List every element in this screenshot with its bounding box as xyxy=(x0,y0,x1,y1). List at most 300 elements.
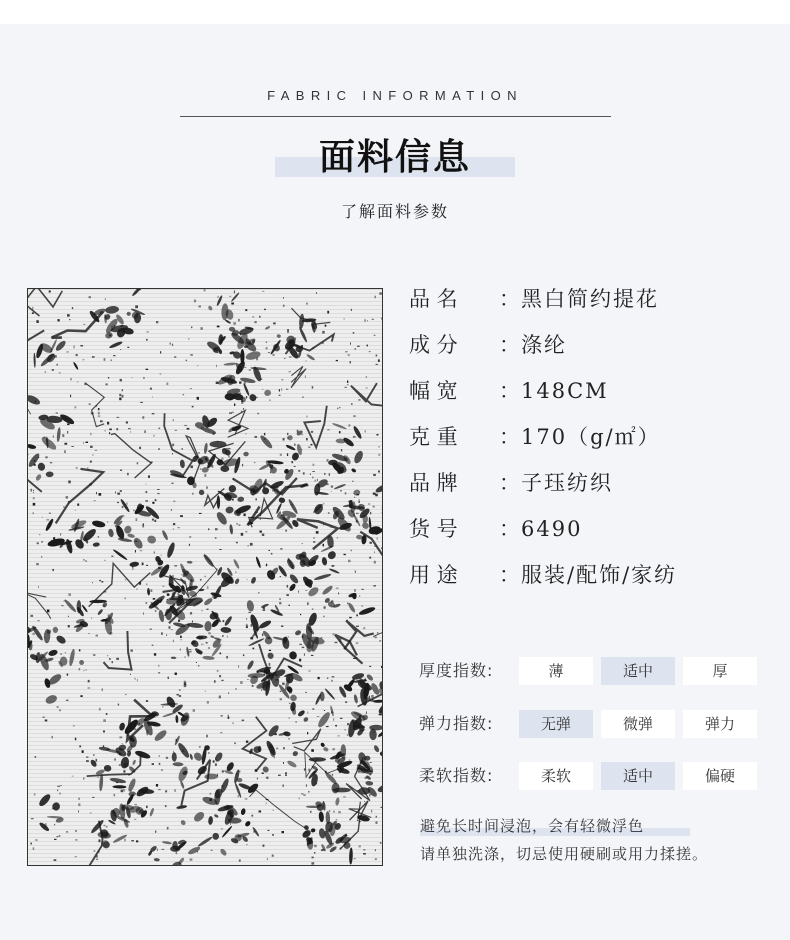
pattern-speck xyxy=(309,769,310,772)
pattern-speck xyxy=(144,430,145,433)
pattern-speck xyxy=(251,815,253,817)
pattern-speck xyxy=(378,359,380,362)
pattern-speck xyxy=(136,840,138,842)
pattern-speck xyxy=(376,816,377,818)
pattern-speck xyxy=(160,575,161,577)
scale-label: 厚度指数: xyxy=(419,661,494,680)
pattern-speck xyxy=(139,582,141,585)
pattern-speck xyxy=(105,298,106,300)
pattern-speck xyxy=(66,700,68,701)
pattern-speck xyxy=(65,652,66,653)
pattern-speck xyxy=(259,811,262,813)
pattern-speck xyxy=(122,743,123,744)
pattern-speck xyxy=(317,479,318,481)
pattern-speck xyxy=(155,610,157,611)
pattern-speck xyxy=(120,470,122,472)
pattern-speck xyxy=(42,717,45,718)
pattern-speck xyxy=(373,585,376,587)
pattern-speck xyxy=(90,813,92,814)
pattern-speck xyxy=(89,404,91,405)
pattern-speck xyxy=(83,324,85,325)
pattern-speck xyxy=(158,672,160,673)
pattern-speck xyxy=(77,504,79,506)
pattern-speck xyxy=(312,708,314,710)
pattern-speck xyxy=(266,342,267,344)
pattern-speck xyxy=(246,741,248,743)
pattern-speck xyxy=(314,845,317,848)
pattern-speck xyxy=(263,607,265,609)
pattern-speck xyxy=(257,413,259,415)
pattern-speck xyxy=(152,396,153,397)
pattern-speck xyxy=(217,670,219,672)
pattern-speck xyxy=(146,602,148,604)
pattern-speck xyxy=(339,407,340,408)
pattern-speck xyxy=(331,600,334,602)
pattern-speck xyxy=(271,553,273,555)
pattern-speck xyxy=(315,329,316,331)
pattern-speck xyxy=(68,625,70,627)
pattern-speck xyxy=(264,674,265,676)
pattern-speck xyxy=(353,332,355,333)
pattern-speck xyxy=(126,734,128,736)
pattern-speck xyxy=(308,447,310,449)
pattern-speck xyxy=(152,519,154,521)
pattern-speck xyxy=(154,520,156,522)
pattern-speck xyxy=(248,546,249,547)
pattern-speck xyxy=(188,338,189,339)
care-text: 避免长时间浸泡，会有轻微浮色 xyxy=(420,817,645,835)
pattern-speck xyxy=(332,676,335,677)
pattern-speck xyxy=(170,343,171,345)
pattern-speck xyxy=(208,647,210,649)
pattern-speck xyxy=(376,364,379,365)
pattern-speck xyxy=(111,360,112,361)
pattern-speck xyxy=(219,675,221,677)
pattern-speck xyxy=(105,619,107,622)
pattern-speck xyxy=(70,395,71,398)
pattern-leaf xyxy=(53,627,58,633)
pattern-speck xyxy=(198,452,200,454)
scale-label: 弹力指数: xyxy=(419,714,494,733)
pattern-speck xyxy=(299,798,300,800)
pattern-speck xyxy=(336,825,338,827)
pattern-speck xyxy=(189,649,191,650)
pattern-speck xyxy=(283,297,284,299)
pattern-speck xyxy=(281,626,283,627)
pattern-speck xyxy=(267,858,268,860)
pattern-speck xyxy=(327,678,328,679)
pattern-speck xyxy=(375,859,377,860)
pattern-speck xyxy=(359,499,360,501)
pattern-speck xyxy=(72,307,73,309)
pattern-speck xyxy=(254,462,256,463)
pattern-speck xyxy=(127,347,129,348)
pattern-speck xyxy=(302,397,304,398)
pattern-speck xyxy=(287,453,288,456)
pattern-speck xyxy=(57,364,58,366)
pattern-speck xyxy=(156,784,158,787)
pattern-speck xyxy=(266,803,267,805)
pattern-speck xyxy=(282,831,285,833)
pattern-speck xyxy=(152,502,154,504)
pattern-speck xyxy=(57,786,59,787)
pattern-speck xyxy=(323,616,324,617)
pattern-speck xyxy=(128,428,131,429)
pattern-speck xyxy=(370,762,372,763)
pattern-speck xyxy=(260,518,261,520)
pattern-speck xyxy=(355,571,356,573)
pattern-speck xyxy=(308,791,310,793)
pattern-speck xyxy=(155,831,156,833)
pattern-speck xyxy=(39,534,40,535)
pattern-speck xyxy=(146,700,148,702)
pattern-speck xyxy=(35,400,36,402)
pattern-speck xyxy=(116,782,118,783)
pattern-speck xyxy=(266,564,267,567)
pattern-speck xyxy=(50,462,52,463)
pattern-speck xyxy=(269,400,270,401)
pattern-speck xyxy=(233,322,236,325)
pattern-speck xyxy=(345,701,347,703)
pattern-speck xyxy=(67,423,69,425)
pattern-speck xyxy=(283,784,284,787)
pattern-speck xyxy=(68,593,71,596)
pattern-speck xyxy=(356,643,359,644)
pattern-speck xyxy=(279,602,281,604)
pattern-speck xyxy=(219,460,220,462)
pattern-speck xyxy=(34,793,36,795)
pattern-speck xyxy=(301,434,303,436)
pattern-speck xyxy=(88,680,90,683)
pattern-speck xyxy=(52,369,54,371)
pattern-speck xyxy=(347,603,348,605)
spec-label: 成 分 xyxy=(409,333,458,357)
pattern-speck xyxy=(331,823,334,824)
pattern-speck xyxy=(138,723,139,725)
pattern-speck xyxy=(183,394,185,395)
pattern-speck xyxy=(105,430,106,432)
pattern-speck xyxy=(376,355,378,357)
pattern-speck xyxy=(313,541,315,543)
care-line xyxy=(420,842,708,870)
pattern-speck xyxy=(357,346,360,347)
pattern-speck xyxy=(333,748,335,750)
pattern-speck xyxy=(190,859,193,861)
pattern-speck xyxy=(373,474,376,476)
pattern-speck xyxy=(247,579,248,580)
pattern-speck xyxy=(364,679,366,681)
pattern-speck xyxy=(370,512,371,515)
pattern-speck xyxy=(345,835,348,837)
pattern-speck xyxy=(195,457,196,459)
pattern-speck xyxy=(127,473,129,476)
pattern-speck xyxy=(362,787,364,788)
pattern-speck xyxy=(177,694,179,695)
pattern-speck xyxy=(238,319,240,322)
pattern-speck xyxy=(274,733,277,735)
pattern-speck xyxy=(185,601,186,604)
pattern-speck xyxy=(380,842,382,843)
pattern-speck xyxy=(37,620,40,621)
pattern-speck xyxy=(174,608,176,611)
pattern-speck xyxy=(96,859,98,860)
pattern-speck xyxy=(173,501,175,503)
pattern-speck xyxy=(131,377,132,378)
pattern-speck xyxy=(274,756,275,759)
pattern-speck xyxy=(375,296,376,299)
pattern-speck xyxy=(337,408,338,409)
pattern-speck xyxy=(153,598,156,600)
pattern-speck xyxy=(96,855,98,858)
pattern-speck xyxy=(368,503,370,504)
pattern-speck xyxy=(182,448,183,450)
pattern-speck xyxy=(311,431,313,433)
pattern-speck xyxy=(92,356,95,358)
pattern-speck xyxy=(363,522,364,523)
pattern-speck xyxy=(337,735,340,736)
pattern-speck xyxy=(180,636,182,638)
pattern-speck xyxy=(219,590,220,592)
pattern-speck xyxy=(289,718,291,719)
pattern-speck xyxy=(54,839,57,840)
pattern-speck xyxy=(104,591,107,592)
pattern-speck xyxy=(98,416,100,417)
spec-row-composition xyxy=(409,328,677,374)
pattern-speck xyxy=(159,755,160,756)
pattern-speck xyxy=(279,389,280,391)
pattern-speck xyxy=(304,653,305,655)
pattern-speck xyxy=(143,612,144,615)
pattern-speck xyxy=(256,499,257,501)
pattern-speck xyxy=(216,350,217,353)
pattern-speck xyxy=(152,413,155,414)
pattern-speck xyxy=(356,626,359,627)
pattern-speck xyxy=(215,758,216,760)
pattern-speck xyxy=(270,468,273,469)
pattern-speck xyxy=(323,544,324,547)
pattern-speck xyxy=(168,677,170,679)
care-text: 请单独洗涤，切忌使用硬刷或用力揉搓。 xyxy=(420,845,709,863)
pattern-speck xyxy=(109,429,112,431)
spec-colon: ： xyxy=(499,563,520,587)
pattern-speck xyxy=(111,326,112,327)
pattern-speck xyxy=(262,389,263,390)
pattern-speck xyxy=(77,381,78,382)
pattern-speck xyxy=(45,720,48,722)
pattern-speck xyxy=(322,803,323,805)
pattern-speck xyxy=(125,694,127,695)
pattern-speck xyxy=(245,433,246,434)
pattern-speck xyxy=(228,455,230,457)
pattern-speck xyxy=(56,412,58,414)
pattern-speck xyxy=(362,589,364,590)
pattern-speck xyxy=(200,327,203,330)
pattern-speck xyxy=(255,512,258,513)
pattern-speck xyxy=(154,653,156,656)
spec-row-name xyxy=(409,282,677,328)
pattern-speck xyxy=(151,462,153,463)
pattern-speck xyxy=(143,524,145,526)
pattern-speck xyxy=(278,677,280,678)
pattern-speck xyxy=(348,424,350,426)
pattern-speck xyxy=(189,651,192,652)
pattern-speck xyxy=(264,433,265,435)
pattern-speck xyxy=(103,731,105,733)
pattern-speck xyxy=(245,309,247,311)
scale-option: 厚 xyxy=(683,657,757,685)
pattern-speck xyxy=(158,567,161,569)
spec-value: 148CM xyxy=(521,379,609,403)
pattern-speck xyxy=(68,501,71,502)
pattern-speck xyxy=(108,614,109,616)
pattern-speck xyxy=(375,849,376,851)
pattern-speck xyxy=(114,794,116,796)
pattern-speck xyxy=(198,665,199,667)
pattern-speck xyxy=(370,773,371,775)
pattern-speck xyxy=(171,629,173,630)
pattern-speck xyxy=(172,575,174,578)
pattern-speck xyxy=(305,831,307,833)
pattern-speck xyxy=(357,820,359,821)
pattern-speck xyxy=(279,517,280,519)
pattern-speck xyxy=(56,836,58,837)
pattern-speck xyxy=(374,546,376,547)
pattern-speck xyxy=(86,669,87,670)
pattern-speck xyxy=(139,793,140,795)
pattern-speck xyxy=(142,416,144,419)
pattern-speck xyxy=(157,849,158,852)
pattern-speck xyxy=(104,825,106,826)
spec-row-weight xyxy=(409,420,677,466)
pattern-speck xyxy=(68,616,69,617)
pattern-speck xyxy=(144,812,147,813)
pattern-speck xyxy=(301,449,302,450)
pattern-speck xyxy=(60,533,61,536)
pattern-speck xyxy=(252,316,254,317)
pattern-speck xyxy=(255,769,258,772)
pattern-speck xyxy=(98,536,99,538)
pattern-speck xyxy=(359,845,361,847)
pattern-speck xyxy=(190,354,192,355)
pattern-speck xyxy=(324,710,325,711)
pattern-speck xyxy=(283,747,284,749)
pattern-speck xyxy=(313,464,315,466)
pattern-speck xyxy=(101,581,103,583)
pattern-speck xyxy=(244,382,246,385)
pattern-speck xyxy=(32,307,33,310)
pattern-speck xyxy=(343,797,346,798)
pattern-speck xyxy=(53,537,55,539)
pattern-speck xyxy=(313,538,315,539)
pattern-speck xyxy=(75,830,76,832)
pattern-speck xyxy=(146,369,149,370)
spec-label: 幅 宽 xyxy=(409,379,458,403)
pattern-speck xyxy=(103,605,105,608)
pattern-speck xyxy=(251,624,252,627)
pattern-speck xyxy=(268,461,270,463)
pattern-speck xyxy=(210,793,212,795)
pattern-speck xyxy=(269,650,271,651)
pattern-speck xyxy=(287,437,288,440)
pattern-speck xyxy=(338,811,341,813)
pattern-speck xyxy=(116,428,118,430)
scale-option: 无弹 xyxy=(519,710,593,738)
pattern-speck xyxy=(137,462,139,464)
pattern-speck xyxy=(353,415,355,416)
pattern-speck xyxy=(98,408,100,410)
pattern-speck xyxy=(381,807,383,808)
spec-row-item-number xyxy=(409,512,677,558)
pattern-speck xyxy=(307,712,308,714)
pattern-speck xyxy=(206,609,208,610)
spec-row-width xyxy=(409,374,677,420)
pattern-speck xyxy=(173,640,174,642)
pattern-speck xyxy=(285,772,287,773)
pattern-speck xyxy=(172,453,173,455)
pattern-speck xyxy=(106,713,108,715)
pattern-speck xyxy=(107,422,109,425)
pattern-speck xyxy=(364,801,365,802)
scale-option: 偏硬 xyxy=(683,762,757,790)
pattern-speck xyxy=(78,811,79,813)
pattern-speck xyxy=(322,342,324,344)
pattern-speck xyxy=(165,790,167,792)
pattern-speck xyxy=(173,529,174,530)
pattern-speck xyxy=(301,345,303,348)
pattern-speck xyxy=(331,486,333,488)
spec-label: 货 号 xyxy=(409,517,458,541)
pattern-speck xyxy=(140,402,143,403)
pattern-speck xyxy=(359,821,361,822)
pattern-speck xyxy=(345,387,347,388)
pattern-speck xyxy=(227,380,228,381)
pattern-speck xyxy=(199,746,201,747)
pattern-speck xyxy=(354,497,355,498)
pattern-speck xyxy=(136,588,137,589)
pattern-speck xyxy=(323,503,324,505)
pattern-speck xyxy=(130,674,131,675)
pattern-speck xyxy=(134,819,136,820)
pattern-speck xyxy=(276,748,278,750)
pattern-speck xyxy=(206,642,208,643)
pattern-speck xyxy=(135,550,136,553)
pattern-speck xyxy=(137,679,138,681)
pattern-speck xyxy=(379,292,382,295)
pattern-speck xyxy=(75,738,77,741)
pattern-speck xyxy=(306,784,307,787)
pattern-speck xyxy=(370,542,372,544)
pattern-speck xyxy=(279,395,281,396)
spec-value: 涤纶 xyxy=(521,333,567,357)
pattern-speck xyxy=(219,696,221,699)
pattern-speck xyxy=(272,834,274,836)
pattern-speck xyxy=(103,719,106,722)
pattern-speck xyxy=(261,680,263,682)
pattern-speck xyxy=(321,637,323,639)
pattern-speck xyxy=(345,351,347,352)
pattern-speck xyxy=(107,522,108,523)
pattern-speck xyxy=(82,750,84,753)
pattern-speck xyxy=(340,718,342,719)
pattern-speck xyxy=(143,377,145,379)
pattern-speck xyxy=(359,501,360,503)
pattern-speck xyxy=(228,693,229,694)
pattern-speck xyxy=(250,637,253,639)
spec-label: 克 重 xyxy=(409,425,458,449)
pattern-speck xyxy=(266,777,268,779)
pattern-speck xyxy=(205,576,206,577)
pattern-speck xyxy=(215,528,218,530)
